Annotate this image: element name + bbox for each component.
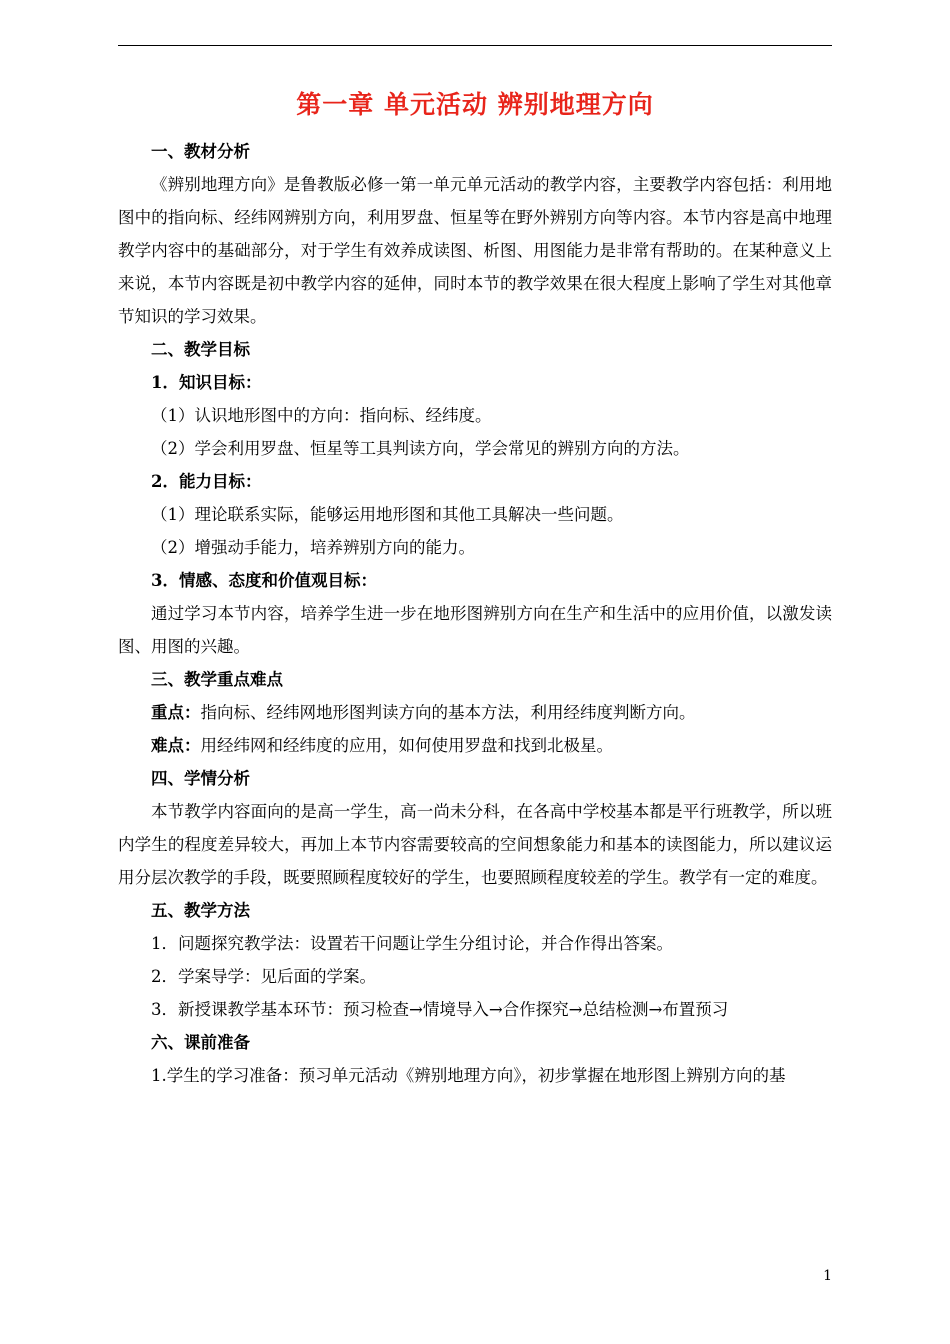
paragraph-emotion-attitude-values: 通过学习本节内容，培养学生进一步在地形图辨别方向在生产和生活中的应用价值，以激发读图、用图的兴趣。	[118, 604, 832, 656]
paragraph-pre-class-preparation: 1.学生的学习准备：预习单元活动《辨别地理方向》，初步掌握在地形图上辨别方向的基	[151, 1066, 786, 1085]
subheading-emotion-attitude-values-goals: 3．情感、态度和价值观目标：	[151, 571, 377, 590]
text-difficulties: 用经纬网和经纬度的应用，如何使用罗盘和找到北极星。	[200, 736, 613, 755]
section-heading-key-points-difficulties: 三、教学重点难点	[151, 670, 283, 689]
document-body	[118, 121, 832, 1092]
text-key-points: 指向标、经纬网地形图判读方向的基本方法，利用经纬度判断方向。	[200, 703, 696, 722]
section-heading-teaching-material-analysis: 一、教材分析	[151, 142, 250, 161]
paragraph-ability-goal-2: （2）增强动手能力，培养辨别方向的能力。	[151, 538, 475, 557]
paragraph-teaching-method-2: 2．学案导学：见后面的学案。	[151, 967, 376, 986]
paragraph-key-points	[118, 696, 832, 729]
paragraph-teaching-method-3: 3．新授课教学基本环节：预习检查→情境导入→合作探究→总结检测→布置预习	[151, 1000, 729, 1019]
page-number: 1	[823, 1268, 832, 1284]
paragraph-teaching-material-analysis: 《辨别地理方向》是鲁教版必修一第一单元单元活动的教学内容，主要教学内容包括：利用地图中的指向标、经纬网辨别方向，利用罗盘、恒星等在野外辨别方向等内容。本节内容是高中地理教学内容中的基础部分，对于学生有效养成读图、析图、用图能力是非常有帮助的。在某种意义上来说，本节内容既是初中教学内容的延伸，同时本节的教学效果在很大程度上影响了学生对其他章节知识的学习效果。	[118, 175, 832, 326]
subheading-ability-goals: 2．能力目标：	[151, 472, 262, 491]
paragraph-ability-goal-1: （1）理论联系实际，能够运用地形图和其他工具解决一些问题。	[151, 505, 624, 524]
section-heading-student-situation-analysis: 四、学情分析	[151, 769, 250, 788]
paragraph-student-situation-analysis: 本节教学内容面向的是高一学生，高一尚未分科，在各高中学校基本都是平行班教学，所以班内学生的程度差异较大，再加上本节内容需要较高的空间想象能力和基本的读图能力，所以建议运用分层次教学的手段，既要照顾程度较好的学生，也要照顾程度较差的学生。教学有一定的难度。	[118, 802, 832, 887]
paragraph-knowledge-goal-2: （2）学会利用罗盘、恒星等工具判读方向，学会常见的辨别方向的方法。	[151, 439, 690, 458]
subheading-knowledge-goals: 1．知识目标：	[151, 373, 262, 392]
label-key-points: 重点：	[151, 703, 201, 722]
section-heading-teaching-methods: 五、教学方法	[151, 901, 250, 920]
header-rule	[118, 45, 832, 46]
label-difficulties: 难点：	[151, 736, 201, 755]
paragraph-difficulties	[118, 729, 832, 762]
section-heading-pre-class-preparation: 六、课前准备	[151, 1033, 250, 1052]
paragraph-teaching-method-1: 1．问题探究教学法：设置若干问题让学生分组讨论，并合作得出答案。	[151, 934, 673, 953]
section-heading-teaching-goals: 二、教学目标	[151, 340, 250, 359]
paragraph-knowledge-goal-1: （1）认识地形图中的方向：指向标、经纬度。	[151, 406, 492, 425]
page-title: 第一章 单元活动 辨别地理方向	[296, 90, 654, 119]
